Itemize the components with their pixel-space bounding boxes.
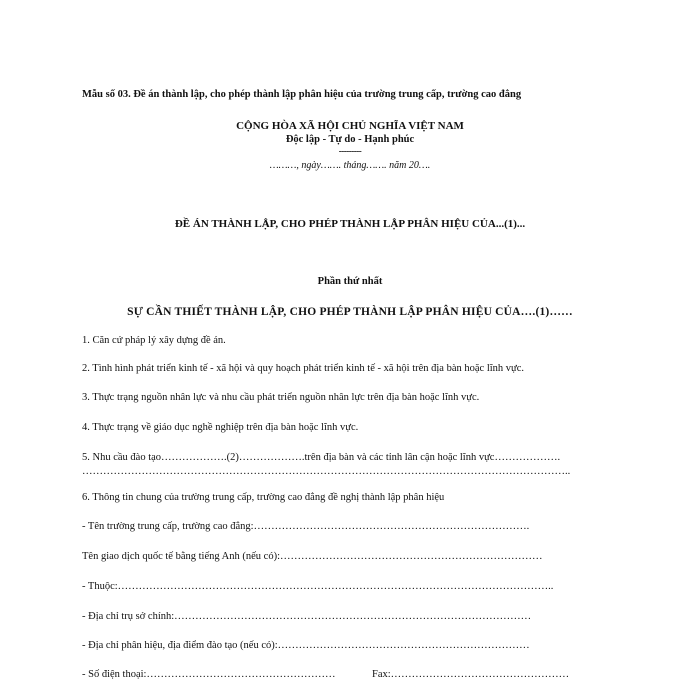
motto-separator: ---------	[338, 146, 362, 156]
field-school-name: - Tên trường trung cấp, trường cao đẳng:…………………………………………………………………….	[82, 521, 530, 532]
field-under: - Thuộc:……………………………………………………………………………………………………………..	[82, 581, 554, 592]
item-socioeconomic: 2. Tình hình phát triển kinh tế - xã hội và quy hoạch phát triển kinh tế - xã hội trên địa bàn hoặc lĩnh vực.	[82, 363, 525, 374]
item-general-info: 6. Thông tin chung của trường trung cấp, trường cao đẳng đề nghị thành lập phân hiệu	[82, 492, 445, 503]
field-branch-address: - Địa chỉ phân hiệu, địa điểm đào tạo (nếu có):………………………………………………………………	[82, 640, 530, 651]
item-training-demand: 5. Nhu cầu đào tạo……………….(2)……………….trên địa bàn và các tỉnh lân cận hoặc lĩnh vực……………….	[82, 452, 561, 463]
national-motto: Độc lập - Tự do - Hạnh phúc	[285, 134, 415, 145]
field-fax: Fax:……………………………………………	[372, 669, 570, 680]
field-phone: - Số điện thoại:………………………………………………	[82, 669, 336, 680]
field-head-office: - Địa chỉ trụ sở chính:…………………………………………………………………………………………	[82, 611, 532, 622]
item-training-demand-continued: …………………………………………………………………………………………………………………………..	[82, 466, 571, 477]
item-legal-basis: 1. Căn cứ pháp lý xây dựng đề án.	[82, 335, 226, 346]
item-human-resources: 3. Thực trạng nguồn nhân lực và nhu cầu phát triển nguồn nhân lực trên địa bàn hoặc lĩnh vực.	[82, 392, 480, 403]
date-line: ………, ngày……. tháng……. năm 20….	[269, 160, 431, 171]
field-english-name: Tên giao dịch quốc tế bằng tiếng Anh (nếu có):…………………………………………………………………	[82, 551, 543, 562]
form-title: Mẫu số 03. Đề án thành lập, cho phép thành lập phân hiệu của trường trung cấp, trường cao đẳng	[82, 89, 522, 100]
document-title: ĐỀ ÁN THÀNH LẬP, CHO PHÉP THÀNH LẬP PHÂN HIỆU CỦA...(1)...	[174, 218, 526, 230]
item-vocational-education: 4. Thực trạng về giáo dục nghề nghiệp trên địa bàn hoặc lĩnh vực.	[82, 422, 359, 433]
country-name: CỘNG HÒA XÃ HỘI CHỦ NGHĨA VIỆT NAM	[236, 120, 464, 132]
section-title: SỰ CẦN THIẾT THÀNH LẬP, CHO PHÉP THÀNH LẬP PHÂN HIỆU CỦA….(1)……	[127, 306, 573, 318]
part-label: Phần thứ nhất	[317, 276, 383, 287]
